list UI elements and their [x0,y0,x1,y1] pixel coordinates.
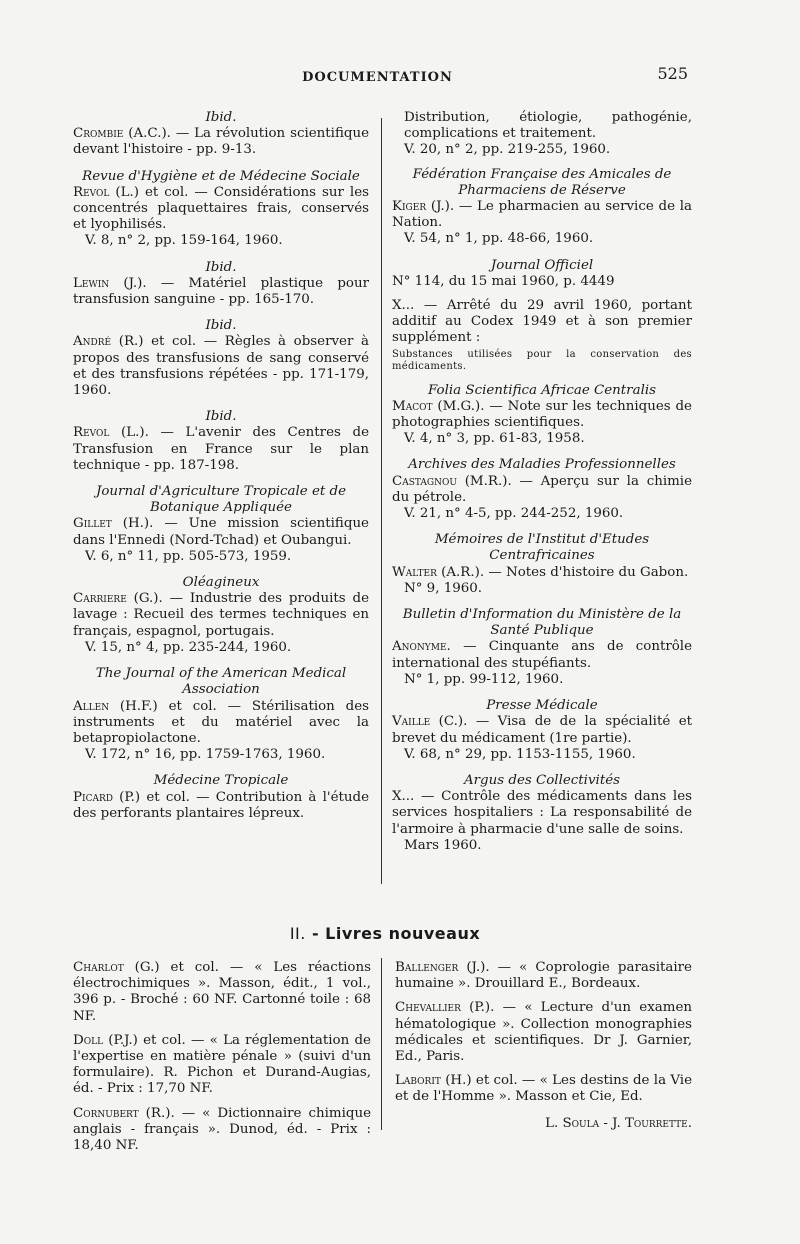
journal-title: Ibid. [205,409,237,425]
book-author: Doll (P.J.) [73,1032,138,1048]
entry-text [73,516,369,548]
entry-text [73,699,369,748]
continued-entry [392,110,692,159]
section-title: Livres nouveaux [325,924,481,943]
book-author: Laborit (H.) [395,1073,472,1089]
entry-description: — Le pharmacien au service de la Nation. [392,199,693,231]
entry-author: Allen (H.F.) [73,698,158,714]
entry-text [392,199,692,231]
entry-author: X... [392,298,415,314]
bibliography-entry [73,666,369,763]
entry-description: — Note sur les techniques de photographies scientifiques. [392,398,692,431]
entry-volume: V. 4, n° 3, pp. 61-83, 1958. [404,431,585,447]
journal-title: Ibid. [205,110,237,125]
entry-text [392,639,692,671]
entry-text [392,714,692,746]
entry-volume: Mars 1960. [404,837,482,853]
journal-title: Mémoires de l'Institut d'Etudes Centrafricaines [434,532,650,564]
entry-author: Carriere (G.). [73,591,163,607]
book-description: — « Dictionnaire chimique anglais - français ». Dunod, éd. - Prix : 18,40 NF. [73,1105,371,1154]
bibliography-entry [392,298,692,373]
entry-note: Substances utilisées pour la conservation des médicaments. [392,348,692,372]
journal-title: Oléagineux [182,575,260,591]
bibliography-entry [392,532,692,597]
entry-text [73,126,369,158]
entry-author: X... [392,789,415,805]
entry-text [392,399,692,431]
journal-title: Argus des Collectivités [463,772,620,788]
book-entry [395,960,692,992]
book-description: et col. — « La réglementation de l'expertise en matière pénale » (suivi d'un formulaire). R. Pichon et Durand-Augias, éd. - Prix : 17,70 NF. [73,1032,371,1097]
entry-volume: V. 172, n° 16, pp. 1759-1763, 1960. [85,747,326,763]
entry-author: Crombie (A.C.). [73,126,171,142]
books-right-column [395,960,692,1132]
entry-text [73,276,369,308]
entry-volume: V. 21, n° 4-5, pp. 244-252, 1960. [404,506,624,522]
entry-description: — Matériel plastique pour transfusion sanguine - pp. 165-170. [73,275,369,308]
journal-title: Archives des Maladies Professionnelles [408,457,676,473]
entry-author: Lewin (J.). [73,275,147,291]
entry-author: Castagnou (M.R.). [392,473,512,489]
entry-author: Vaille (C.). [392,714,468,730]
entry-author: Gillet (H.). [73,516,154,532]
entry-text [73,185,369,234]
entry-description: — Arrêté du 29 avril 1960, portant additif au Codex 1949 et à son premier supplément : [392,298,692,346]
book-description: et col. — « Les destins de la Vie et de l'Homme ». Masson et Cie, Ed. [395,1073,693,1105]
book-description: et col. — « Les réactions électrochimiques ». Masson, édit., 1 vol., 396 p. - Broché : 60 NF. Cartonné toile : 68 NF. [73,960,371,1024]
entry-description: — Visa de de la spécialité et brevet du médicament (1re partie). [392,714,693,746]
book-entry [73,1033,371,1098]
entry-volume: N° 9, 1960. [404,580,483,596]
entry-text [392,789,692,838]
book-author: Ballenger (J.). [395,960,490,975]
column-divider [381,118,382,884]
journal-title: Folia Scientifica Africae Centralis [428,382,656,398]
entry-text [392,565,692,581]
entry-volume: V. 6, n° 11, pp. 505-573, 1959. [85,548,292,564]
bibliography-entry [73,575,369,656]
bibliography-entry [73,409,369,474]
entry-text [73,425,369,474]
right-column [392,110,692,862]
bibliography-entry [73,484,369,565]
entry-author: Kiger (J.). [392,199,455,215]
entry-description: et col. — Contribution à l'étude des perforants plantaires lépreux. [73,789,369,821]
entry-description: — Contrôle des médicaments dans les services hospitaliers : La responsabilité de l'armoire à pharmacie d'une salle de soins. [392,789,692,837]
entry-description: — Notes d'histoire du Gabon. [484,564,689,580]
page-number: 525 [657,64,688,83]
book-entry [73,960,371,1025]
entry-author: Picard (P.) [73,789,141,805]
entry-description: N° 114, du 15 mai 1960, p. 4449 [392,273,615,289]
entry-description: — Industrie des produits de lavage : Recueil des termes techniques en français, espagnol, portugais. [73,591,369,639]
entry-author: Anonyme. [392,639,451,655]
entry-description: — Une mission scientifique dans l'Ennedi (Nord-Tchad) et Oubangui. [73,516,369,548]
bibliography-entry [73,773,369,822]
book-description: — « Lecture d'un examen hématologique ». Collection monographies médicales et scientifiques. Dr J. Garnier, Ed., Paris. [395,1000,692,1065]
section-heading [0,926,770,942]
book-entry [395,1073,692,1105]
entry-description: — L'avenir des Centres de Transfusion en France sur le plan technique - pp. 187-198. [73,425,369,473]
book-entry [395,1000,692,1065]
journal-title: Ibid. [205,259,237,275]
bibliography-entry [73,169,369,250]
column-divider [381,958,382,1130]
entry-volume: V. 68, n° 29, pp. 1153-1155, 1960. [404,746,636,762]
journal-title: Revue d'Hygiène et de Médecine Sociale [82,168,360,184]
entry-author: Macot (M.G.). [392,398,485,414]
running-header: DOCUMENTATION [302,70,453,85]
entry-text: Distribution, étiologie, pathogénie, complications et traitement. [404,110,692,142]
entry-author: Revol (L.). [73,425,149,441]
entry-author: Revol (L.) [73,184,139,200]
book-description: — « Coprologie parasitaire humaine ». Drouillard E., Bordeaux. [395,960,692,992]
bibliography-entry [73,110,369,159]
entry-description: et col. — Considérations sur les concentrés plaquettaires frais, conservés et lyophilisés. [73,184,369,233]
entry-text [392,474,692,506]
bibliography-entry [392,698,692,763]
left-column [73,110,369,830]
bibliography-entry [392,167,692,248]
journal-title: Fédération Française des Amicales de Pharmaciens de Réserve [412,166,672,198]
entry-text [73,334,369,399]
entry-author: Walter (A.R.). [392,564,485,580]
entry-volume: V. 54, n° 1, pp. 48-66, 1960. [404,231,594,247]
entry-text [392,298,692,347]
entry-description: et col. — Stérilisation des instruments et du matériel avec la betapropiolactone. [73,698,369,746]
bibliography-entry [392,383,692,448]
entry-text [73,790,369,822]
bibliography-entry [392,457,692,522]
entry-volume: V. 20, n° 2, pp. 219-255, 1960. [404,142,611,158]
entry-description: — La révolution scientifique devant l'histoire - pp. 9-13. [73,126,369,158]
journal-title: Bulletin d'Information du Ministère de la Santé Publique [402,607,682,639]
book-author: Cornubert (R.). [73,1105,175,1121]
entry-volume: V. 8, n° 2, pp. 159-164, 1960. [85,233,283,249]
bibliography-entry [392,258,692,290]
bibliography-entry [392,773,692,854]
entry-volume: V. 15, n° 4, pp. 235-244, 1960. [85,639,292,655]
journal-title: The Journal of the American Medical Association [95,666,347,698]
entry-description: — Cinquante ans de contrôle international des stupéfiants. [392,639,692,671]
entry-text [73,591,369,640]
section-dash: - [311,924,320,943]
book-author: Charlot (G.) [73,960,160,975]
journal-title: Ibid. [205,318,237,334]
bibliography-entry [392,607,692,688]
book-entry [73,1106,371,1155]
book-author: Chevallier (P.). [395,1000,495,1016]
books-left-column [73,960,371,1162]
entry-text [392,274,692,290]
journal-title: Journal d'Agriculture Tropicale et de Botanique Appliquée [95,484,347,516]
journal-title: Presse Médicale [486,698,598,714]
entry-volume: N° 1, pp. 99-112, 1960. [404,671,564,687]
journal-title: Journal Officiel [490,257,594,273]
entry-description: — Aperçu sur la chimie du pétrole. [392,473,693,505]
bibliography-entry [73,318,369,399]
entry-author: André (R.) [73,334,144,350]
bibliography-entry [73,260,369,309]
journal-title: Médecine Tropicale [153,773,289,789]
entry-description: et col. — Règles à observer à propos des transfusions de sang conservé et des transfusions répétées - pp. 171-179, 1960. [73,334,369,399]
signature: L. Soula - J. Tourrette. [545,1115,692,1131]
section-number: II. [289,924,306,943]
